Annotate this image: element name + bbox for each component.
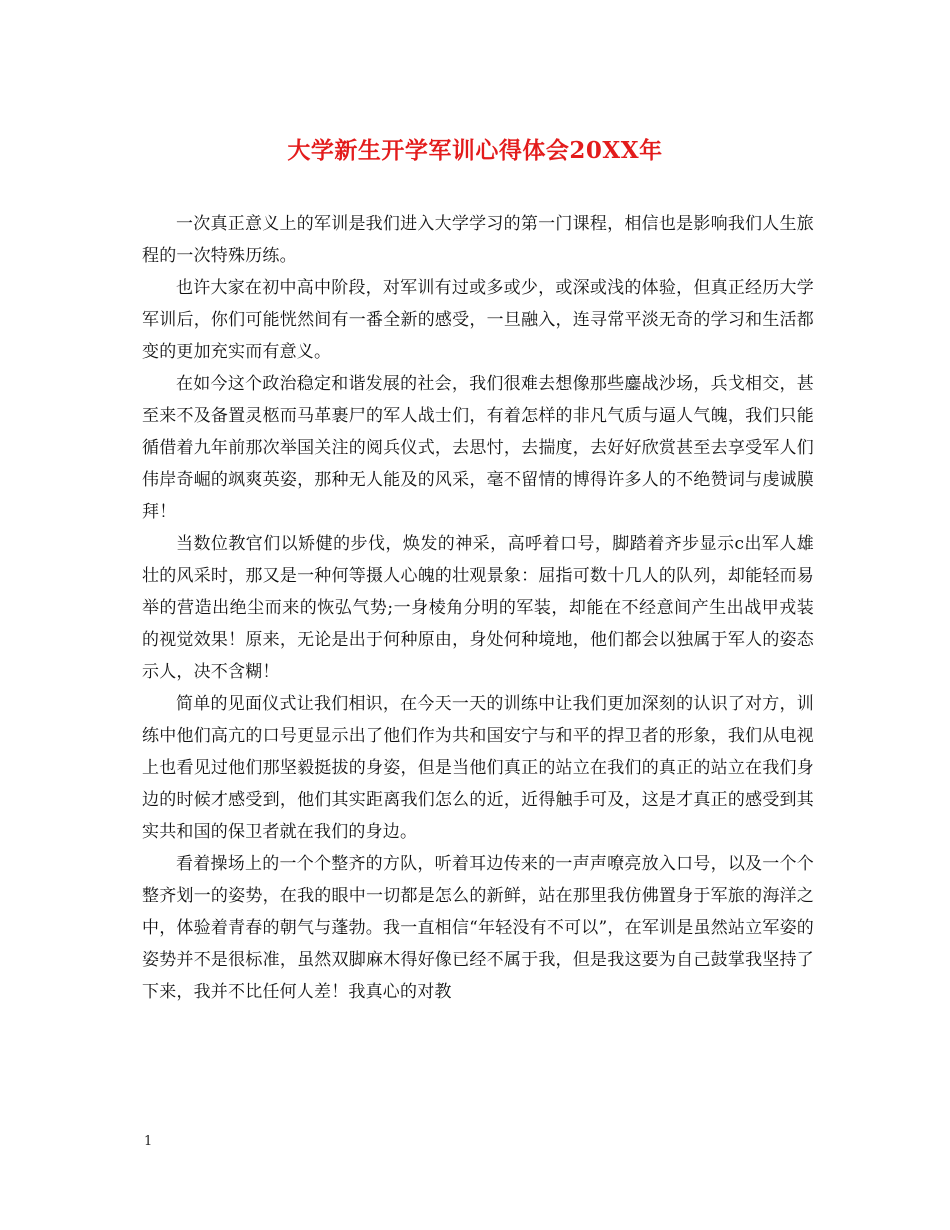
paragraph-3: 在如今这个政治稳定和谐发展的社会，我们很难去想像那些鏖战沙场，兵戈相交，甚至来不及备置灵柩而马革裹尸的军人战士们，有着怎样的非凡气质与逼人气魄，我们只能循借着九年前那次举国关注的阅兵仪式，去思忖，去揣度，去好好欣赏甚至去享受军人们伟岸奇崛的飒爽英姿，那种无人能及的风采，毫不留情的博得许多人的不绝赞词与虔诚膜拜！ <box>142 374 814 522</box>
page-number: 1 <box>144 1134 153 1149</box>
paragraph-1: 一次真正意义上的军训是我们进入大学学习的第一门课程，相信也是影响我们人生旅程的一次特殊历练。 <box>142 214 814 266</box>
paragraph-2: 也许大家在初中高中阶段，对军训有过或多或少，或深或浅的体验，但真正经历大学军训后，你们可能恍然间有一番全新的感受，一旦融入，连寻常平淡无奇的学习和生活都变的更加充实而有意义。 <box>142 278 814 362</box>
document-title: 大学新生开学军训心得体会20XX年 <box>287 137 663 164</box>
paragraph-5: 简单的见面仪式让我们相识，在今天一天的训练中让我们更加深刻的认识了对方，训练中他们高亢的口号更显示出了他们作为共和国安宁与和平的捍卫者的形象，我们从电视上也看见过他们那坚毅挺拔的身姿，但是当他们真正的站立在我们的真正的站立在我们身边的时候才感受到，他们其实距离我们怎么的近，近得触手可及，这是才真正的感受到其实共和国的保卫者就在我们的身边。 <box>142 694 814 842</box>
paragraph-4: 当数位教官们以矫健的步伐，焕发的神采，高呼着口号，脚踏着齐步显示c出军人雄壮的风采时，那又是一种何等摄人心魄的壮观景象：屈指可数十几人的队列，却能轻而易举的营造出绝尘而来的恢弘气势;一身棱角分明的军装，却能在不经意间产生出战甲戎装的视觉效果！原来，无论是出于何种原由，身处何种境地，他们都会以独属于军人的姿态示人，决不含糊！ <box>142 534 814 682</box>
document-body <box>142 208 814 1008</box>
paragraph-6: 看着操场上的一个个整齐的方队，听着耳边传来的一声声嘹亮放入口号，以及一个个整齐划一的姿势，在我的眼中一切都是怎么的新鲜，站在那里我仿佛置身于军旅的海洋之中，体验着青春的朝气与蓬勃。我一直相信“年轻没有不可以”，在军训是虽然站立军姿的姿势并不是很标准，虽然双脚麻木得好像已经不属于我，但是我这要为自己鼓掌我坚持了下来，我并不比任何人差！我真心的对教 <box>142 854 814 1002</box>
